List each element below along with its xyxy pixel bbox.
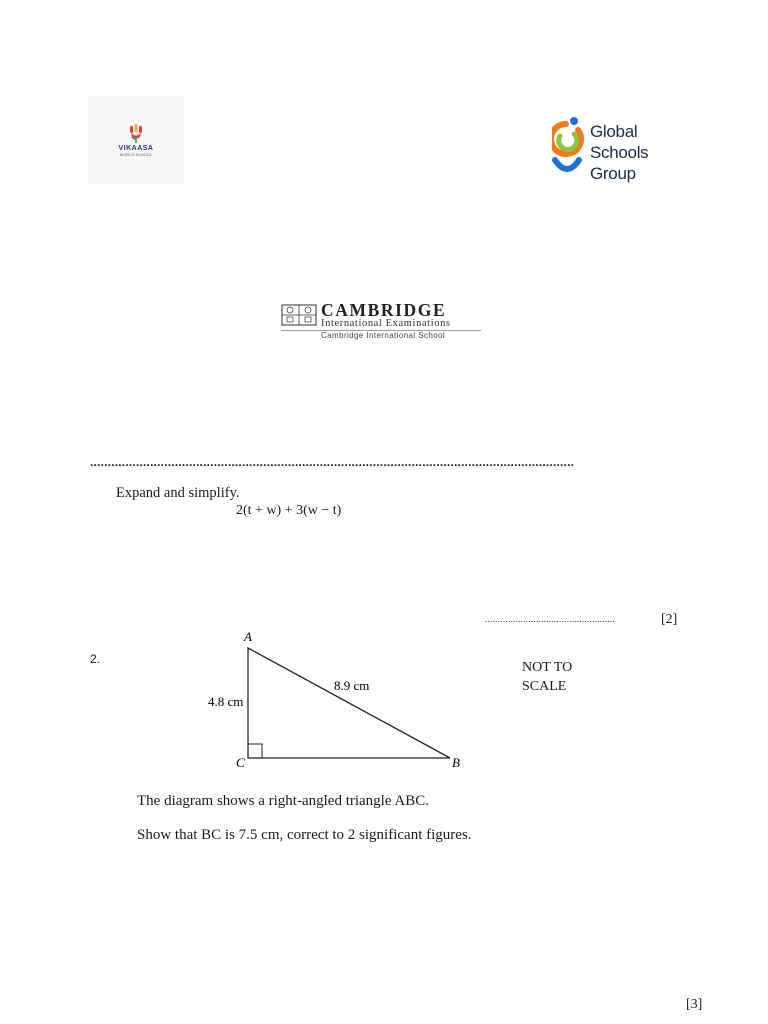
gsg-word-2: Schools — [590, 143, 649, 162]
not-to-scale-note — [522, 658, 572, 696]
not-to-scale-line-1: NOT TO — [522, 660, 573, 675]
triangle-abc — [248, 648, 450, 758]
side-ac-label: 4.8 cm — [208, 694, 244, 709]
cambridge-subtitle: International Examinations — [321, 318, 451, 329]
gsg-word-3: Group — [590, 164, 636, 183]
vikaasa-subtitle: WORLD SCHOOL — [119, 153, 153, 157]
q2-statement: The diagram shows a right-angled triangle ABC. — [137, 793, 430, 809]
gsg-mark-icon — [552, 116, 584, 180]
q1-answer-line: ................................................... — [485, 614, 616, 624]
cambridge-school-name: Cambridge International School — [321, 331, 446, 340]
q2-task: Show that BC is 7.5 cm, correct to 2 significant figures. — [137, 827, 472, 843]
q2-number: 2. — [90, 652, 101, 666]
q1-instruction: Expand and simplify. — [116, 485, 240, 501]
vikaasa-name: VIKAASA — [118, 145, 154, 152]
not-to-scale-line-2: SCALE — [522, 679, 567, 694]
vikaasa-logo — [88, 96, 184, 184]
q1-expression: 2(t + w) + 3(w − t) — [236, 503, 342, 518]
vertex-c-label: C — [236, 755, 245, 770]
side-ab-label: 8.9 cm — [334, 678, 370, 693]
q2-marks: [3] — [686, 997, 703, 1012]
q1-marks: [2] — [661, 612, 678, 627]
cambridge-logo — [281, 300, 481, 340]
vikaasa-flower-icon — [128, 124, 144, 144]
gsg-word-1: Global — [590, 122, 638, 141]
cambridge-crest-icon — [281, 303, 317, 327]
cambridge-title: CAMBRIDGE — [321, 300, 447, 320]
gsg-wordmark — [590, 121, 648, 184]
separator-dotted-line: ......................................................................................................................................... — [90, 455, 575, 469]
right-angle-marker — [248, 744, 262, 758]
vertex-a-label: A — [244, 629, 252, 644]
right-triangle-diagram — [200, 628, 480, 778]
global-schools-group-logo — [552, 116, 662, 182]
vertex-b-label: B — [452, 755, 460, 770]
